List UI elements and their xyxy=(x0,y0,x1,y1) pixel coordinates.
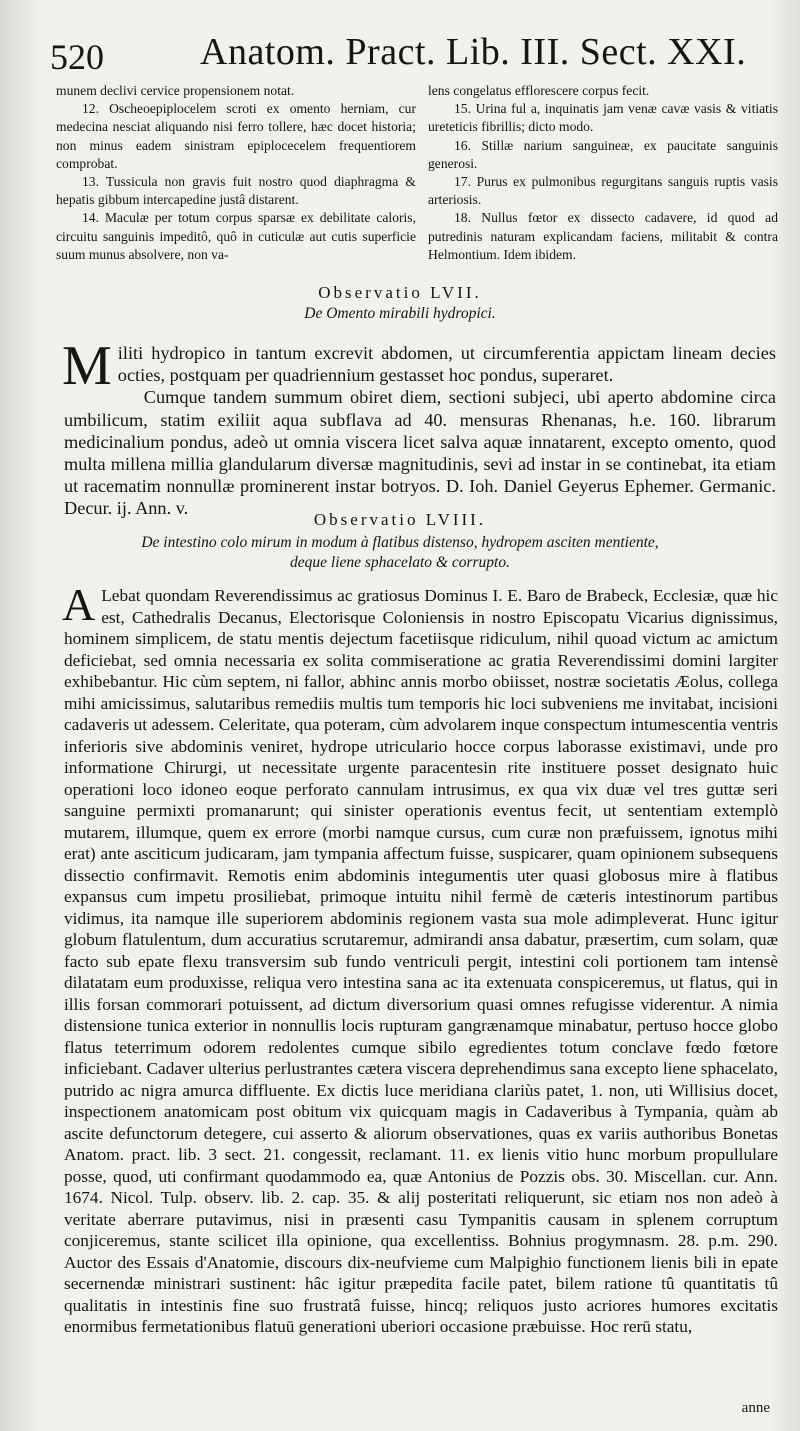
observation-58-title: Observatio LVIII. xyxy=(313,510,487,529)
observation-57-paragraph-1: iliti hydropico in tantum excrevit abdomen, ut circumferentia appictam lineam decies octies, postquam per quadriennium gestasset hoc pondus, superaret. xyxy=(117,343,776,386)
running-title: Anatom. Pract. Lib. III. Sect. XXI. xyxy=(200,31,747,73)
observation-57-paragraph-2: Cumque tandem summum obiret diem, sectioni subjeci, ubi aperto abdomine circa umbilicum, statim exiliit aqua subflava ad 40. mensuras Rhenanas, h.e. 160. librarum medicinalium pondus, adeò ut omnia viscera licet salva aquæ innatarent, excepto omento, quod multa millena millia glandularum diversæ magnitudinis, sevi ad instar in se continebat, ita etiam ut racematim nonnullæ prominerent instar botryos. D. Ioh. Daniel Geyerus Ephemer. Germanic. Decur. ij. Ann. v. xyxy=(64,387,776,519)
left-note-0: munem declivi cervice propensionem notat. xyxy=(56,83,295,98)
observation-57-body xyxy=(62,335,776,520)
observation-57-subtitle: De Omento mirabili hydropici. xyxy=(304,305,496,322)
right-note-4: 18. Nullus fœtor ex dissecto cadavere, id quod ad putredinis naturam explicandam faciens, militabit & contra Helmontium. Idem ibidem. xyxy=(428,210,778,262)
catchword: anne xyxy=(741,1400,770,1416)
left-note-2: 13. Tussicula non gravis fuit nostro quod diaphragma & hepatis gibbum intercapedine justâ distarent. xyxy=(56,174,416,208)
page-number: 520 xyxy=(50,37,104,77)
dropcap-m: M xyxy=(62,335,112,397)
right-note-2: 16. Stillæ narium sanguineæ, ex paucitate sanguinis generosi. xyxy=(428,137,778,171)
left-note-1: 12. Oscheoepiplocelem scroti ex omento herniam, cur medecina nesciat aliquando nisi ferro tollere, hæc docet historia; non minus eadem sinistram epiplocecelem frequentiorem comprobat. xyxy=(56,101,416,171)
observation-58-subtitle-2: deque liene sphacelato & corrupto. xyxy=(290,554,510,571)
right-note-1: 15. Urina ful a, inquinatis jam venæ cavæ vasis & vitiatis ureteticis fibrillis; dicto modo. xyxy=(428,101,778,135)
left-note-3: 14. Maculæ per totum corpus sparsæ ex debilitate caloris, circuitu sanguinis impeditô, quô in cuticulæ aut cutis superficie suum munus absolvere, non va- xyxy=(56,210,416,262)
right-column xyxy=(428,82,778,264)
page-header xyxy=(50,30,760,76)
right-note-3: 17. Purus ex pulmonibus regurgitans sanguis ruptis vasis arteriosis. xyxy=(428,174,778,208)
left-column xyxy=(56,82,416,264)
right-note-0: lens congelatus efflorescere corpus fecit. xyxy=(428,83,650,98)
observation-57-title: Observatio LVII. xyxy=(318,283,482,302)
observation-58-subtitle-1: De intestino colo mirum in modum à flatibus distenso, hydropem asciten mentiente, xyxy=(141,534,659,551)
observation-58-text: Lebat quondam Reverendissimus ac gratiosus Dominus I. E. Baro de Brabeck, Ecclesiæ, quæ hic est, Cathedralis Decanus, Electorisque Coloniensis in nostro Episcopatu Vicarius dignissimus, hominem simplicem, de statu mentis dejectum facetiisque ridiculum, nihil quoad victum ac amictum deficiebat, sed omnia necessaria ex solita commiseratione ac gratia Reverendissimi domini largiter exhibebantur. Hic cùm septem, ni fallor, abhinc annis morbo obiisset, nostræ societatis Æolus, collega mihi amicissimus, salutaribus remediis multis tum temporis hic loci subveniens me invitabat, incisioni cadaveris ut adessem. Celeritate, qua poteram, cùm advolarem inque conspectum intumescentia ventris inferioris sive abdominis veniret, hydrope utriculario hocce corpus laborasse existimavi, unde pro informatione Chirurgi, ut necessitate urgente paracentesin rite instituere posset designato huic operationi loco idoneo eoque perforato cannulam intrusimus, ex qua vix duæ vel tres guttæ seri sanguine permixti promanarunt; qui sinister operationis eventus fecit, ut sententiam extemplò mutarem, illumque, quem ex errore (morbi namque cursus, cum curæ non præfuissem, ignotus mihi erat) ante asciticum judicaram, jam tympania affectum fuisse, suspicarer, quam opinionem subsequens dissectio confirmavit. Remotis enim abdominis integumentis uter quasi globosus mire à flatibus expansus cum impetu prosiliebat, primoque intuitu nihil fermè de cæteris intestinorum partibus vidimus, ita namque ille superiorem abdominis regionem vasta sua mole adimpleverat. Hunc igitur globum flatulentum, dum accuratius scrutaremur, admirandi ansa dabatur, præsertim, cum solam, quæ facto sub epate flexu transversim sub fundo ventriculi pergit, intestini coli portionem tam intensè dilatatam eum produxisse, reliqua vero intestina sana ac ita extenuata conspiceremus, ut flatus, qui in illis forsan commorari potuissent, ad dictum diversorium quasi omnes refugisse viderentur. A nimia distensione tunica exterior in nonnullis locis rupturam gangrænamque minabatur, pertuso hocce globo flatus teterrimum odorem redolentes cumque sibilo egredientes totum conclave fœdo fœtore inficiebant. Cadaver ulterius perlustrantes cætera viscera deprehendimus sana excepto liene sphacelato, putrido ac nigra amurca diffluente. Ex dictis luce meridiana clariùs patet, 1. non, uti Willisius docet, inspectionem anatomicam post obitum vix quicquam magis in Cadaveribus à Tympania, quàm ab ascite defunctorum detegere, cui asserto & aliorum observationes, quas ex variis authoribus Bonetas Anatom. pract. lib. 3 sect. 21. congessit, reclamant. 11. ex lienis vitio hunc morbum propullulare posse, quod, uti confirmant quodammodo ea, quæ Antonius de Pozzis obs. 30. Miscellan. cur. Ann. 1674. Nicol. Tulp. observ. lib. 2. cap. 35. & alij posteritati reliquerunt, sic etiam nos non adeò à veritate aberrare putavimus, nisi in præsenti casu Tympanitis causam in splenem corruptum conjiceremus, stante scilicet illa opinione, qua excellentiss. Bohnius progymnasm. 28. p.m. 290. Auctor des Essais d'Anatomie, discours dix-neufvieme cum Malpighio functionem lienis bili in epate secernendæ ministrari sustinent: hâc igitur præpedita facile patet, bilem ratione tû quantitatis tû qualitatis in intestinis fine suo frustratâ fuisse, hincq; reliquos justo acriores humores excitatis enormibus fermetationibus flatuū generationi uberiori occasione præbuisse. Hoc rerū statu, xyxy=(64,586,778,1336)
dropcap-a: A xyxy=(62,579,96,630)
two-column-notes xyxy=(56,82,778,268)
observation-58-body xyxy=(62,579,778,1338)
